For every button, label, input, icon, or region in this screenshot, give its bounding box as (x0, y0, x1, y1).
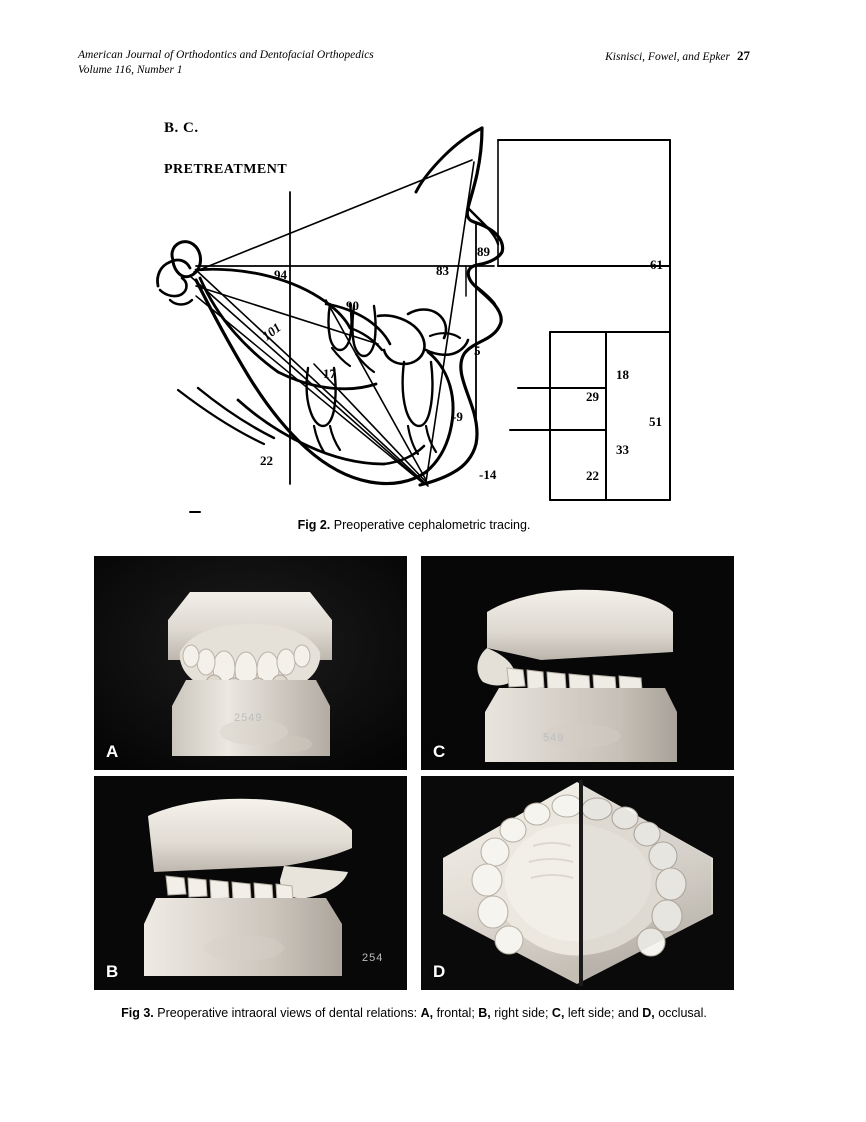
measurement-33: 33 (616, 442, 629, 457)
measurement-94: 94 (274, 267, 287, 282)
photo-panel-a-frontal (94, 556, 407, 770)
measurement-89: 89 (477, 244, 490, 259)
figure-2-caption-text: Preoperative cephalometric tracing. (330, 518, 531, 532)
figure-3-caption-text: Preoperative intraoral views of dental relations: (153, 1006, 421, 1020)
measurement-51: 51 (649, 414, 662, 429)
figure-3-item-a-letter: A, (420, 1006, 434, 1020)
treatment-state-label: PRETREATMENT (164, 162, 288, 177)
measurement-17: 17 (323, 366, 336, 381)
figure-3-item-d-letter: D, (642, 1006, 655, 1020)
figure-2-cephalometric-tracing (78, 100, 750, 540)
running-head-right (605, 48, 750, 65)
measurement-90: 90 (346, 298, 359, 313)
photo-c-image (421, 556, 734, 770)
journal-title (78, 48, 374, 78)
panel-label-c: C (433, 742, 446, 761)
measurement-negative-9: -9 (452, 409, 463, 424)
figure-2-caption (78, 518, 750, 532)
figure-3-caption-prefix: Fig 3. (121, 1006, 154, 1020)
journal-title-line1: American Journal of Orthodontics and Dentofacial Orthopedics (78, 49, 374, 61)
figure-3-item-b-text: right side; (490, 1006, 552, 1020)
measurement-22-lower-border: 22 (260, 453, 273, 468)
figure-3-item-c-text: left side; and (564, 1006, 643, 1020)
panel-label-b: B (106, 962, 119, 981)
figure-2-caption-prefix: Fig 2. (297, 518, 331, 532)
author-names: Kisnisci, Fowel, and Epker (605, 51, 730, 63)
measurement-18: 18 (616, 367, 629, 382)
measurement-22-vertical: 22 (586, 468, 599, 483)
figure-3-item-a-text: frontal; (433, 1006, 479, 1020)
figure-3-caption (78, 1006, 750, 1020)
figure-3-item-b-letter: B, (478, 1006, 491, 1020)
photo-b-image (94, 776, 407, 990)
panel-label-a: A (106, 742, 119, 761)
measurement-101: 101 (259, 319, 284, 344)
measurement-negative-14: -14 (479, 467, 497, 482)
patient-initials: B. C. (164, 120, 199, 136)
measurement-29: 29 (586, 389, 599, 404)
figure-3-intraoral-views (94, 556, 734, 990)
photo-panel-b-right-side (94, 776, 407, 990)
measurement-83: 83 (436, 263, 449, 278)
cast-number-c: 549 (543, 732, 565, 744)
photo-panel-d-occlusal (421, 776, 734, 990)
photo-a-image (94, 556, 407, 770)
cast-number-b: 254 (362, 952, 384, 964)
photo-d-image (421, 776, 734, 990)
panel-label-d: D (433, 962, 446, 981)
running-head (78, 48, 750, 82)
measurement-61: 61 (650, 257, 663, 272)
measurement-5: 5 (474, 343, 481, 358)
cast-number-a: 2549 (234, 712, 263, 724)
figure-3-item-c-letter: C, (551, 1006, 565, 1020)
journal-volume-issue: Volume 116, Number 1 (78, 64, 183, 76)
figure-3-item-d-text: occlusal. (654, 1006, 707, 1020)
photo-panel-c-left-side (421, 556, 734, 770)
page-number: 27 (737, 48, 750, 63)
